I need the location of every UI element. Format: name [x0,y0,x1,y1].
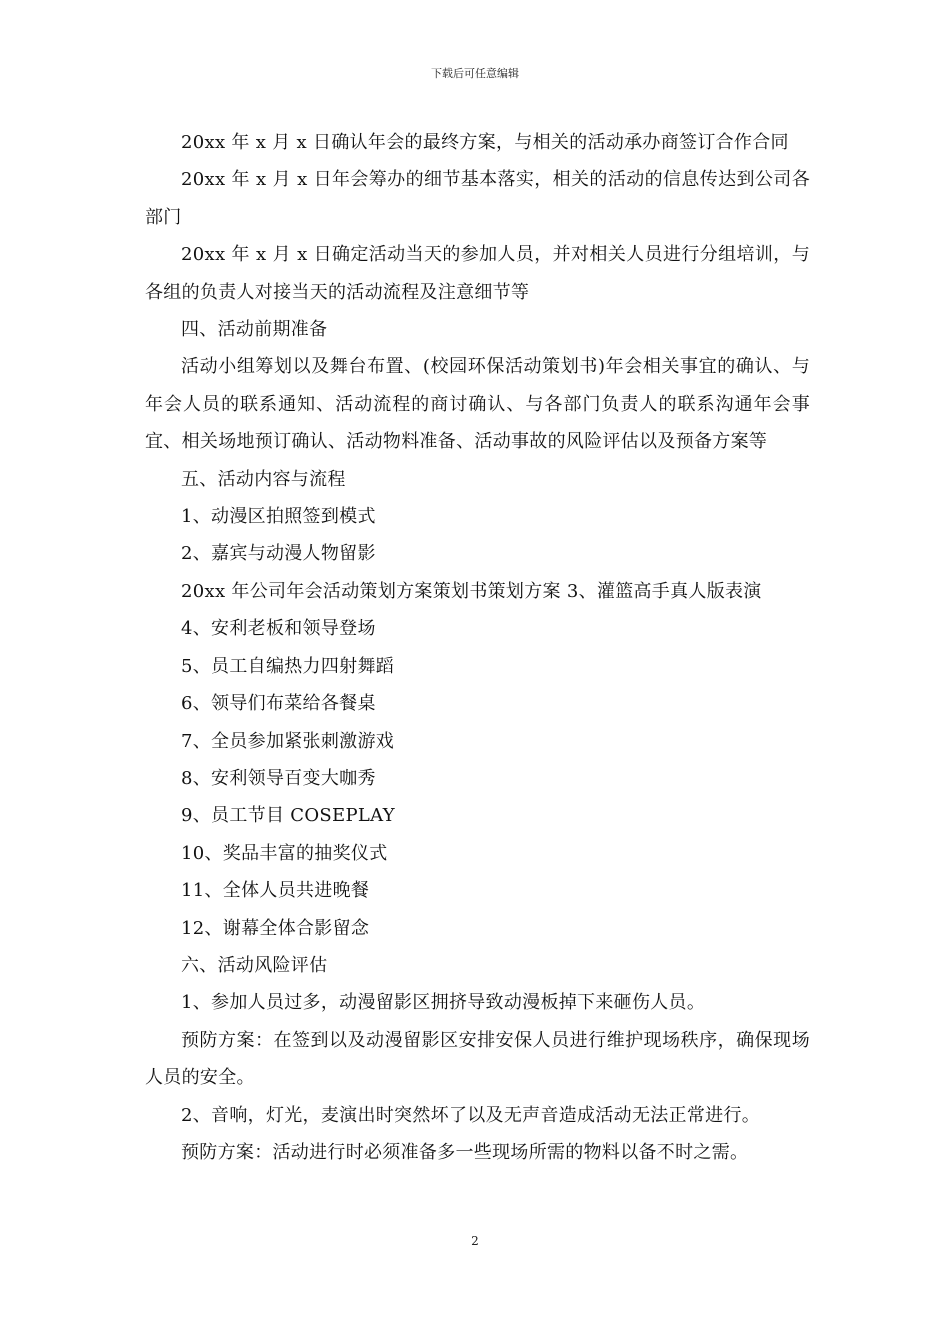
paragraph-details-finalized: 20xx 年 x 月 x 日年会筹办的细节基本落实，相关的活动的信息传达到公司各部门 [145,169,810,228]
prevention-plan: 预防方案：活动进行时必须准备多一些现场所需的物料以备不时之需。 [181,1141,749,1163]
list-item: 1、动漫区拍照签到模式 [181,506,376,528]
list-item: 20xx 年公司年会活动策划方案策划书策划方案 3、灌篮高手真人版表演 [181,580,762,602]
prevention-plan: 预防方案：在签到以及动漫留影区安排安保人员进行维护现场秩序，确保现场人员的安全。 [145,1029,810,1089]
section-heading-risk-assessment: 六、活动风险评估 [181,954,328,976]
document-body [145,124,810,1171]
section-heading-content-flow: 五、活动内容与流程 [181,468,346,490]
paragraph-confirm-plan: 20xx 年 x 月 x 日确认年会的最终方案，与相关的活动承办商签订合作合同 [181,132,789,153]
section-heading-preparation: 四、活动前期准备 [181,319,328,341]
list-item: 9、员工节目 COSEPLAY [181,805,395,827]
paragraph-confirm-staff: 20xx 年 x 月 x 日确定活动当天的参加人员，并对相关人员进行分组培训，与各组的负责人对接当天的活动流程及注意细节等 [145,244,810,303]
list-item: 2、嘉宾与动漫人物留影 [181,543,376,565]
list-item: 11、全体人员共进晚餐 [181,880,370,902]
paragraph-preparation-details: 活动小组筹划以及舞台布置、(校园环保活动策划书)年会相关事宜的确认、与年会人员的联系通知、活动流程的商讨确认、与各部门负责人的联系沟通年会事宜、相关场地预订确认、活动物料准备、活动事故的风险评估以及预备方案等 [145,356,810,453]
list-item: 5、员工自编热力四射舞蹈 [181,655,395,677]
list-item: 10、奖品丰富的抽奖仪式 [181,842,388,864]
page-number: 2 [471,1234,479,1248]
risk-item: 2、音响，灯光，麦演出时突然坏了以及无声音造成活动无法正常进行。 [181,1104,761,1126]
list-item: 8、安利领导百变大咖秀 [181,767,376,789]
list-item: 12、谢幕全体合影留念 [181,917,370,939]
risk-item: 1、参加人员过多，动漫留影区拥挤导致动漫板掉下来砸伤人员。 [181,992,706,1014]
page-header: 下载后可任意编辑 [431,67,519,80]
list-item: 4、安利老板和领导登场 [181,618,376,640]
list-item: 6、领导们布菜给各餐桌 [181,693,376,715]
list-item: 7、全员参加紧张刺激游戏 [181,730,395,752]
